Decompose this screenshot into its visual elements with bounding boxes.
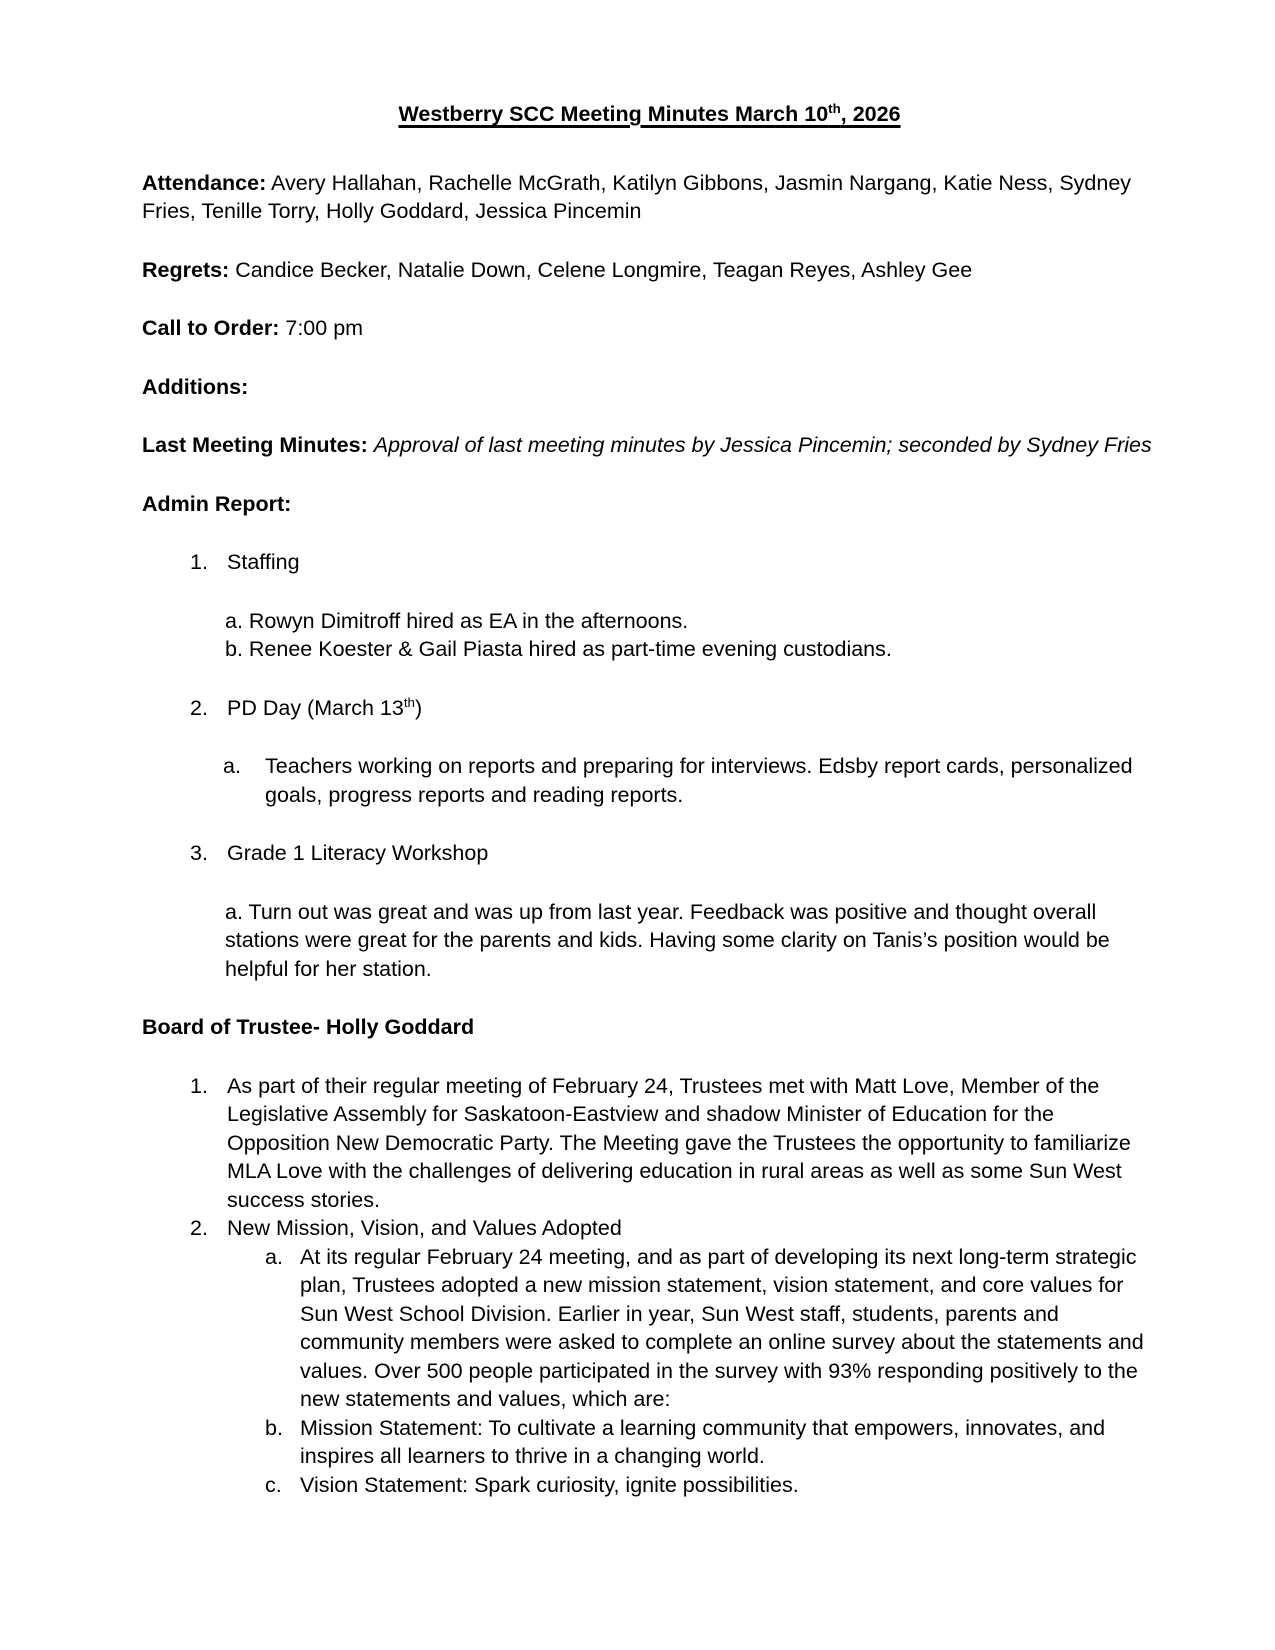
call-to-order-paragraph xyxy=(142,314,1157,343)
board-item-2-subitem-b xyxy=(142,1414,1157,1471)
admin-item-pd-day-number: 2. xyxy=(190,695,208,720)
admin-item-literacy-workshop-title: Grade 1 Literacy Workshop xyxy=(227,841,489,865)
admin-item-pd-day xyxy=(142,694,1157,723)
page-title xyxy=(142,100,1157,129)
board-item-2-subitem-c-text: Vision Statement: Spark curiosity, ignite possibilities. xyxy=(300,1472,799,1497)
literacy-workshop-subitem-a: a. Turn out was great and was up from last year. Feedback was positive and thought overall stations were great for the parents and kids. Having some clarity on Tanis’s position would be helpful for her station. xyxy=(225,899,1110,981)
board-item-1-number: 1. xyxy=(190,1073,208,1098)
title-superscript: th xyxy=(828,100,841,116)
board-item-2-subitem-b-text: Mission Statement: To cultivate a learning community that empowers, innovates, and inspires all learners to thrive in a changing world. xyxy=(300,1415,1106,1468)
pd-day-title-suffix: ) xyxy=(414,695,423,720)
pd-day-subitem-a-marker: a. xyxy=(223,754,241,778)
pd-day-title-superscript: th xyxy=(403,694,415,710)
literacy-workshop-subitems xyxy=(225,898,1157,984)
board-item-2-text: New Mission, Vision, and Values Adopted xyxy=(227,1216,622,1240)
admin-item-staffing xyxy=(142,548,1157,577)
admin-report-heading: Admin Report: xyxy=(142,491,292,516)
admin-item-staffing-title: Staffing xyxy=(227,550,300,574)
board-item-2 xyxy=(142,1214,1157,1243)
admin-item-staffing-number: 1. xyxy=(190,550,208,574)
board-item-2-subitem-c-marker: c. xyxy=(265,1472,282,1497)
last-meeting-minutes-label: Last Meeting Minutes: xyxy=(142,433,368,457)
last-meeting-minutes-paragraph xyxy=(142,431,1157,460)
pd-day-title-text: PD Day (March 13 xyxy=(227,695,404,720)
attendance-value: Avery Hallahan, Rachelle McGrath, Katilyn Gibbons, Jasmin Nargang, Katie Ness, Sydney Fries, Tenille Torry, Holly Goddard, Jessica Pincemin xyxy=(142,170,1132,223)
last-meeting-minutes-value: Approval of last meeting minutes by Jessica Pincemin; seconded by Sydney Fries xyxy=(373,433,1152,457)
additions-label: Additions: xyxy=(142,374,249,399)
call-to-order-value: 7:00 pm xyxy=(285,316,364,340)
title-text: Westberry SCC Meeting Minutes March 10 xyxy=(398,102,829,126)
additions-paragraph xyxy=(142,373,1157,402)
board-item-2-number: 2. xyxy=(190,1216,208,1240)
regrets-value: Candice Becker, Natalie Down, Celene Longmire, Teagan Reyes, Ashley Gee xyxy=(235,257,973,282)
call-to-order-label: Call to Order: xyxy=(142,316,280,340)
pd-day-subitem-a-text: Teachers working on reports and preparing for interviews. Edsby report cards, personalized goals, progress reports and reading reports. xyxy=(265,754,1133,807)
attendance-paragraph xyxy=(142,169,1157,226)
regrets-paragraph xyxy=(142,256,1157,285)
board-item-2-subitem-a-text: At its regular February 24 meeting, and as part of developing its next long-term strategic plan, Trustees adopted a new mission statement, vision statement, and core values for Sun West School Division. Earlier in year, Sun West staff, students, parents and community members were asked to complete an online survey about the statements and values. Over 500 people participated in the survey with 93% responding positively to the new statements and values, which are: xyxy=(300,1244,1144,1411)
board-of-trustee-heading: Board of Trustee- Holly Goddard xyxy=(142,1015,475,1039)
title-suffix: , 2026 xyxy=(840,102,901,126)
pd-day-subitem-a xyxy=(142,752,1157,809)
staffing-subitems xyxy=(225,607,1157,664)
board-of-trustee-list xyxy=(142,1072,1157,1500)
board-item-2-subitem-b-marker: b. xyxy=(265,1415,283,1440)
admin-item-pd-day-title xyxy=(227,694,1157,723)
attendance-label: Attendance: xyxy=(142,170,267,195)
board-item-2-subitem-c xyxy=(142,1471,1157,1500)
regrets-label: Regrets: xyxy=(142,257,230,282)
staffing-subitem-a: a. Rowyn Dimitroff hired as EA in the afternoons. xyxy=(225,608,689,633)
admin-item-literacy-workshop xyxy=(142,839,1157,868)
admin-item-literacy-workshop-number: 3. xyxy=(190,841,208,865)
board-item-1-text: As part of their regular meeting of February 24, Trustees met with Matt Love, Member of the Legislative Assembly for Saskatoon-Eastview and shadow Minister of Education for the Opposition New Democratic Party. The Meeting gave the Trustees the opportunity to familiarize MLA Love with the challenges of delivering education in rural areas as well as some Sun West success stories. xyxy=(227,1073,1131,1212)
board-item-2-subitem-a-marker: a. xyxy=(265,1244,283,1269)
board-item-2-subitem-a xyxy=(142,1243,1157,1414)
board-item-1 xyxy=(142,1072,1157,1215)
staffing-subitem-b: b. Renee Koester & Gail Piasta hired as part-time evening custodians. xyxy=(225,637,892,661)
